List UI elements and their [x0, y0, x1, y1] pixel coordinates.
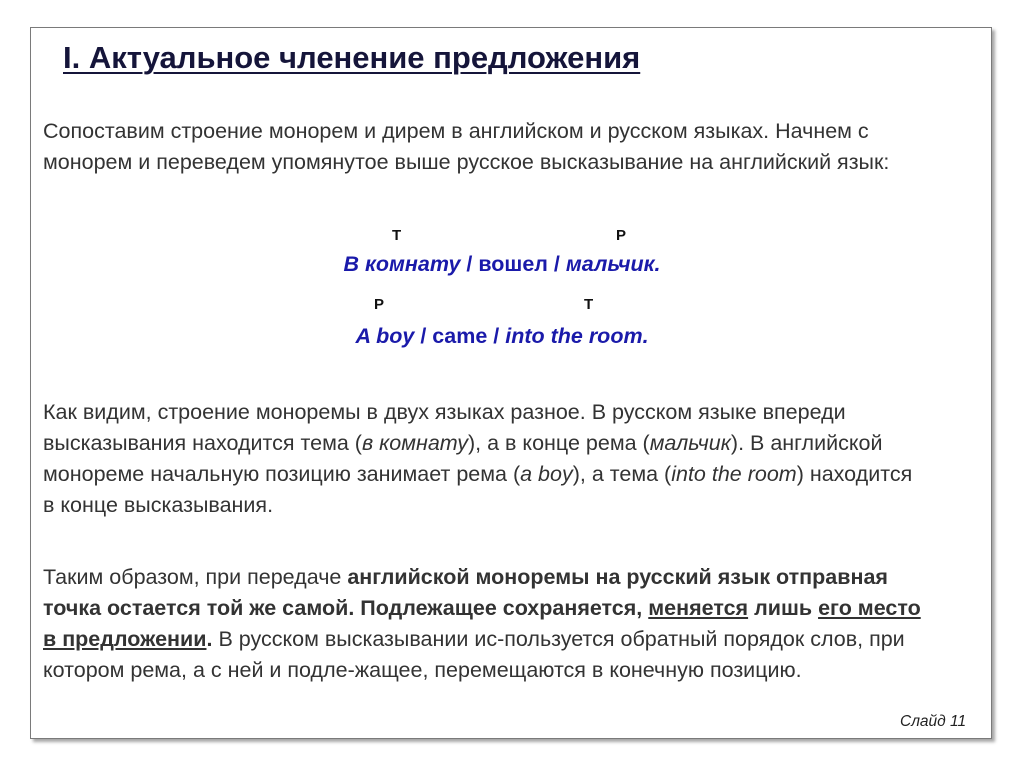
italic-quote: мальчик — [649, 431, 731, 455]
rheme-marker: Р — [616, 227, 627, 244]
bold-phrase: лишь — [748, 596, 819, 620]
example-separator: / — [487, 324, 506, 348]
example-segment: В комнату — [343, 252, 461, 276]
slide-number: Слайд 11 — [900, 713, 967, 730]
italic-quote: into the room — [671, 462, 797, 486]
theme-marker: Т — [392, 227, 402, 244]
text-run: ). В английской монореме начальную позицию занимает рема ( — [43, 431, 883, 486]
text-run: В русском высказывании ис-пользуется обратный порядок слов, при котором рема, а с ней и подле-жащее, перемещаются в конечную позицию. — [43, 627, 905, 682]
example-separator: / — [414, 324, 433, 348]
bold-underlined-phrase: меняется — [648, 596, 749, 620]
bold-phrase: английской монoремы на русский язык отправная точка остается той же самой. Подлежащее сохраняется, — [43, 565, 888, 620]
example-segment: мальчик. — [565, 252, 661, 276]
intro-paragraph: Сопоставим строение монорем и дирем в английском и русском языках. Начнем с монорем и переведем упомянутое выше русское высказывание на английский язык: — [43, 119, 890, 174]
example-segment: вошел — [478, 252, 548, 276]
russian-example-sentence — [0, 252, 1004, 277]
rheme-marker: Р — [374, 296, 385, 313]
bold-phrase: . — [206, 627, 213, 651]
text-run: ), а в конце рема ( — [467, 431, 650, 455]
text-run: Как видим, строение монoремы в двух языках разное. В русском языке впереди высказывания находится тема ( — [43, 400, 846, 455]
theme-marker: Т — [584, 296, 594, 313]
bold-underlined-phrase: его место в предложении — [43, 596, 921, 651]
analysis-paragraph — [43, 397, 923, 521]
italic-quote: a boy — [520, 462, 573, 486]
example-separator: / — [460, 252, 479, 276]
italic-quote: в комнату — [361, 431, 468, 455]
example-separator: / — [547, 252, 566, 276]
example-segment: A boy — [355, 324, 415, 348]
text-run: ), а тема ( — [572, 462, 672, 486]
text-run: Таким образом, при передаче — [43, 565, 348, 589]
text-run: ) находится в конце высказывания. — [43, 462, 913, 517]
english-example-sentence — [0, 324, 1004, 349]
slide-title: I. Актуальное членение предложения — [63, 40, 641, 75]
example-segment: came — [432, 324, 488, 348]
example-segment: into the room. — [505, 324, 649, 348]
conclusion-paragraph — [43, 562, 923, 686]
